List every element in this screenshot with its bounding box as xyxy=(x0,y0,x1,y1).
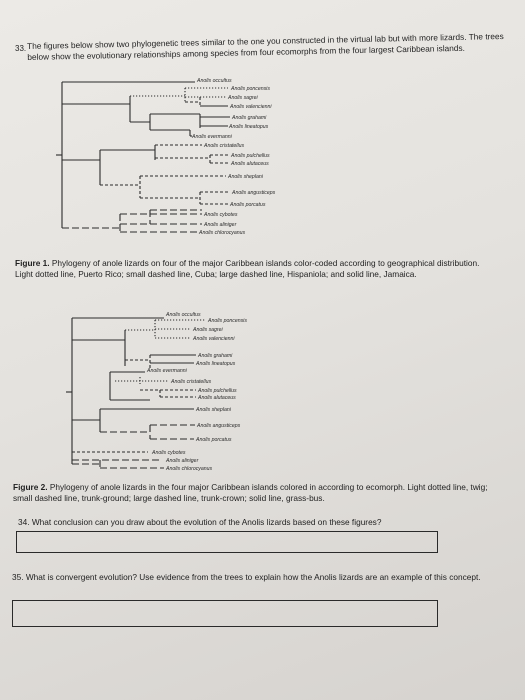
figure-2-caption-label: Figure 2. xyxy=(13,482,48,492)
question-34-text: 34. What conclusion can you draw about the evolution of the Anolis lizards based on these figures? xyxy=(18,517,382,527)
species-label: Anolis valencienni xyxy=(230,103,272,110)
species-label: Anolis sheplani xyxy=(228,173,263,180)
species-label: Anolis angusticeps xyxy=(197,422,241,429)
figure-1-caption xyxy=(15,258,485,279)
figure-2-caption xyxy=(13,482,493,503)
species-label: Anolis occultus xyxy=(197,77,232,84)
species-label: Anolis sagrei xyxy=(193,326,223,333)
species-label: Anolis cybotes xyxy=(204,211,238,218)
species-label: Anolis aliniger xyxy=(204,221,237,228)
species-label: Anolis angusticeps xyxy=(232,189,276,196)
species-label: Anolis lineatopus xyxy=(196,360,236,367)
species-label: Anolis evermanni xyxy=(192,133,232,140)
species-label: Anolis porcatus xyxy=(230,201,266,208)
figure-2-caption-text: Phylogeny of anole lizards in the four major Caribbean islands colored in according to ecomorph. Light dotted line, twig; small dashed line, trunk-ground; large dashed line, trunk-crown; solid line, grass-bus. xyxy=(13,482,488,503)
species-label: Anolis pulchellus xyxy=(198,387,237,394)
species-label: Anolis lineatopus xyxy=(229,123,269,130)
species-label: Anolis cristatellus xyxy=(171,378,212,385)
species-label: Anolis occultus xyxy=(166,311,201,318)
species-label: Anolis sheplani xyxy=(196,406,231,413)
species-label: Anolis sagrei xyxy=(228,94,258,101)
species-label: Anolis grahami xyxy=(198,352,233,359)
question-33-text: The figures below show two phylogenetic trees similar to the one you constructed in the virtual lab but with more lizards. The trees below show the evolutionary relationships among species from four ecomorphs from the four largest Caribbean islands. xyxy=(27,31,504,62)
figure-1-caption-text: Phylogeny of anole lizards on four of the major Caribbean islands color-coded according to geographical distribution. Light dotted line, Puerto Rico; small dashed line, Cuba; large dashed line, Hispaniola; and solid line, Jamaica. xyxy=(15,258,480,279)
species-label: Anolis evermanni xyxy=(147,367,187,374)
species-label: Anolis porcatus xyxy=(196,436,232,443)
figure-1-caption-label: Figure 1. xyxy=(15,258,50,268)
question-34-answer-box[interactable] xyxy=(16,531,438,553)
question-35-text: 35. What is convergent evolution? Use evidence from the trees to explain how the Anolis lizards are an example of this concept. xyxy=(12,572,481,582)
species-label: Anolis pulchellus xyxy=(231,152,270,159)
species-label: Anolis cybotes xyxy=(152,449,186,456)
species-label: Anolis grahami xyxy=(232,114,267,121)
species-label: Anolis poncensis xyxy=(208,317,247,324)
species-label: Anolis aliniger xyxy=(166,457,199,464)
species-label: Anolis poncensis xyxy=(231,85,270,92)
species-label: Anolis valencienni xyxy=(193,335,235,342)
species-label: Anolis cristatellus xyxy=(204,142,245,149)
species-label: Anolis chlorocyanus xyxy=(199,229,246,236)
species-label: Anolis alutaceus xyxy=(231,160,269,167)
question-35-answer-box[interactable] xyxy=(12,600,438,627)
species-label: Anolis chlorocyanus xyxy=(166,465,213,472)
species-label: Anolis alutaceus xyxy=(198,394,236,401)
question-33-number: 33. xyxy=(15,44,27,53)
